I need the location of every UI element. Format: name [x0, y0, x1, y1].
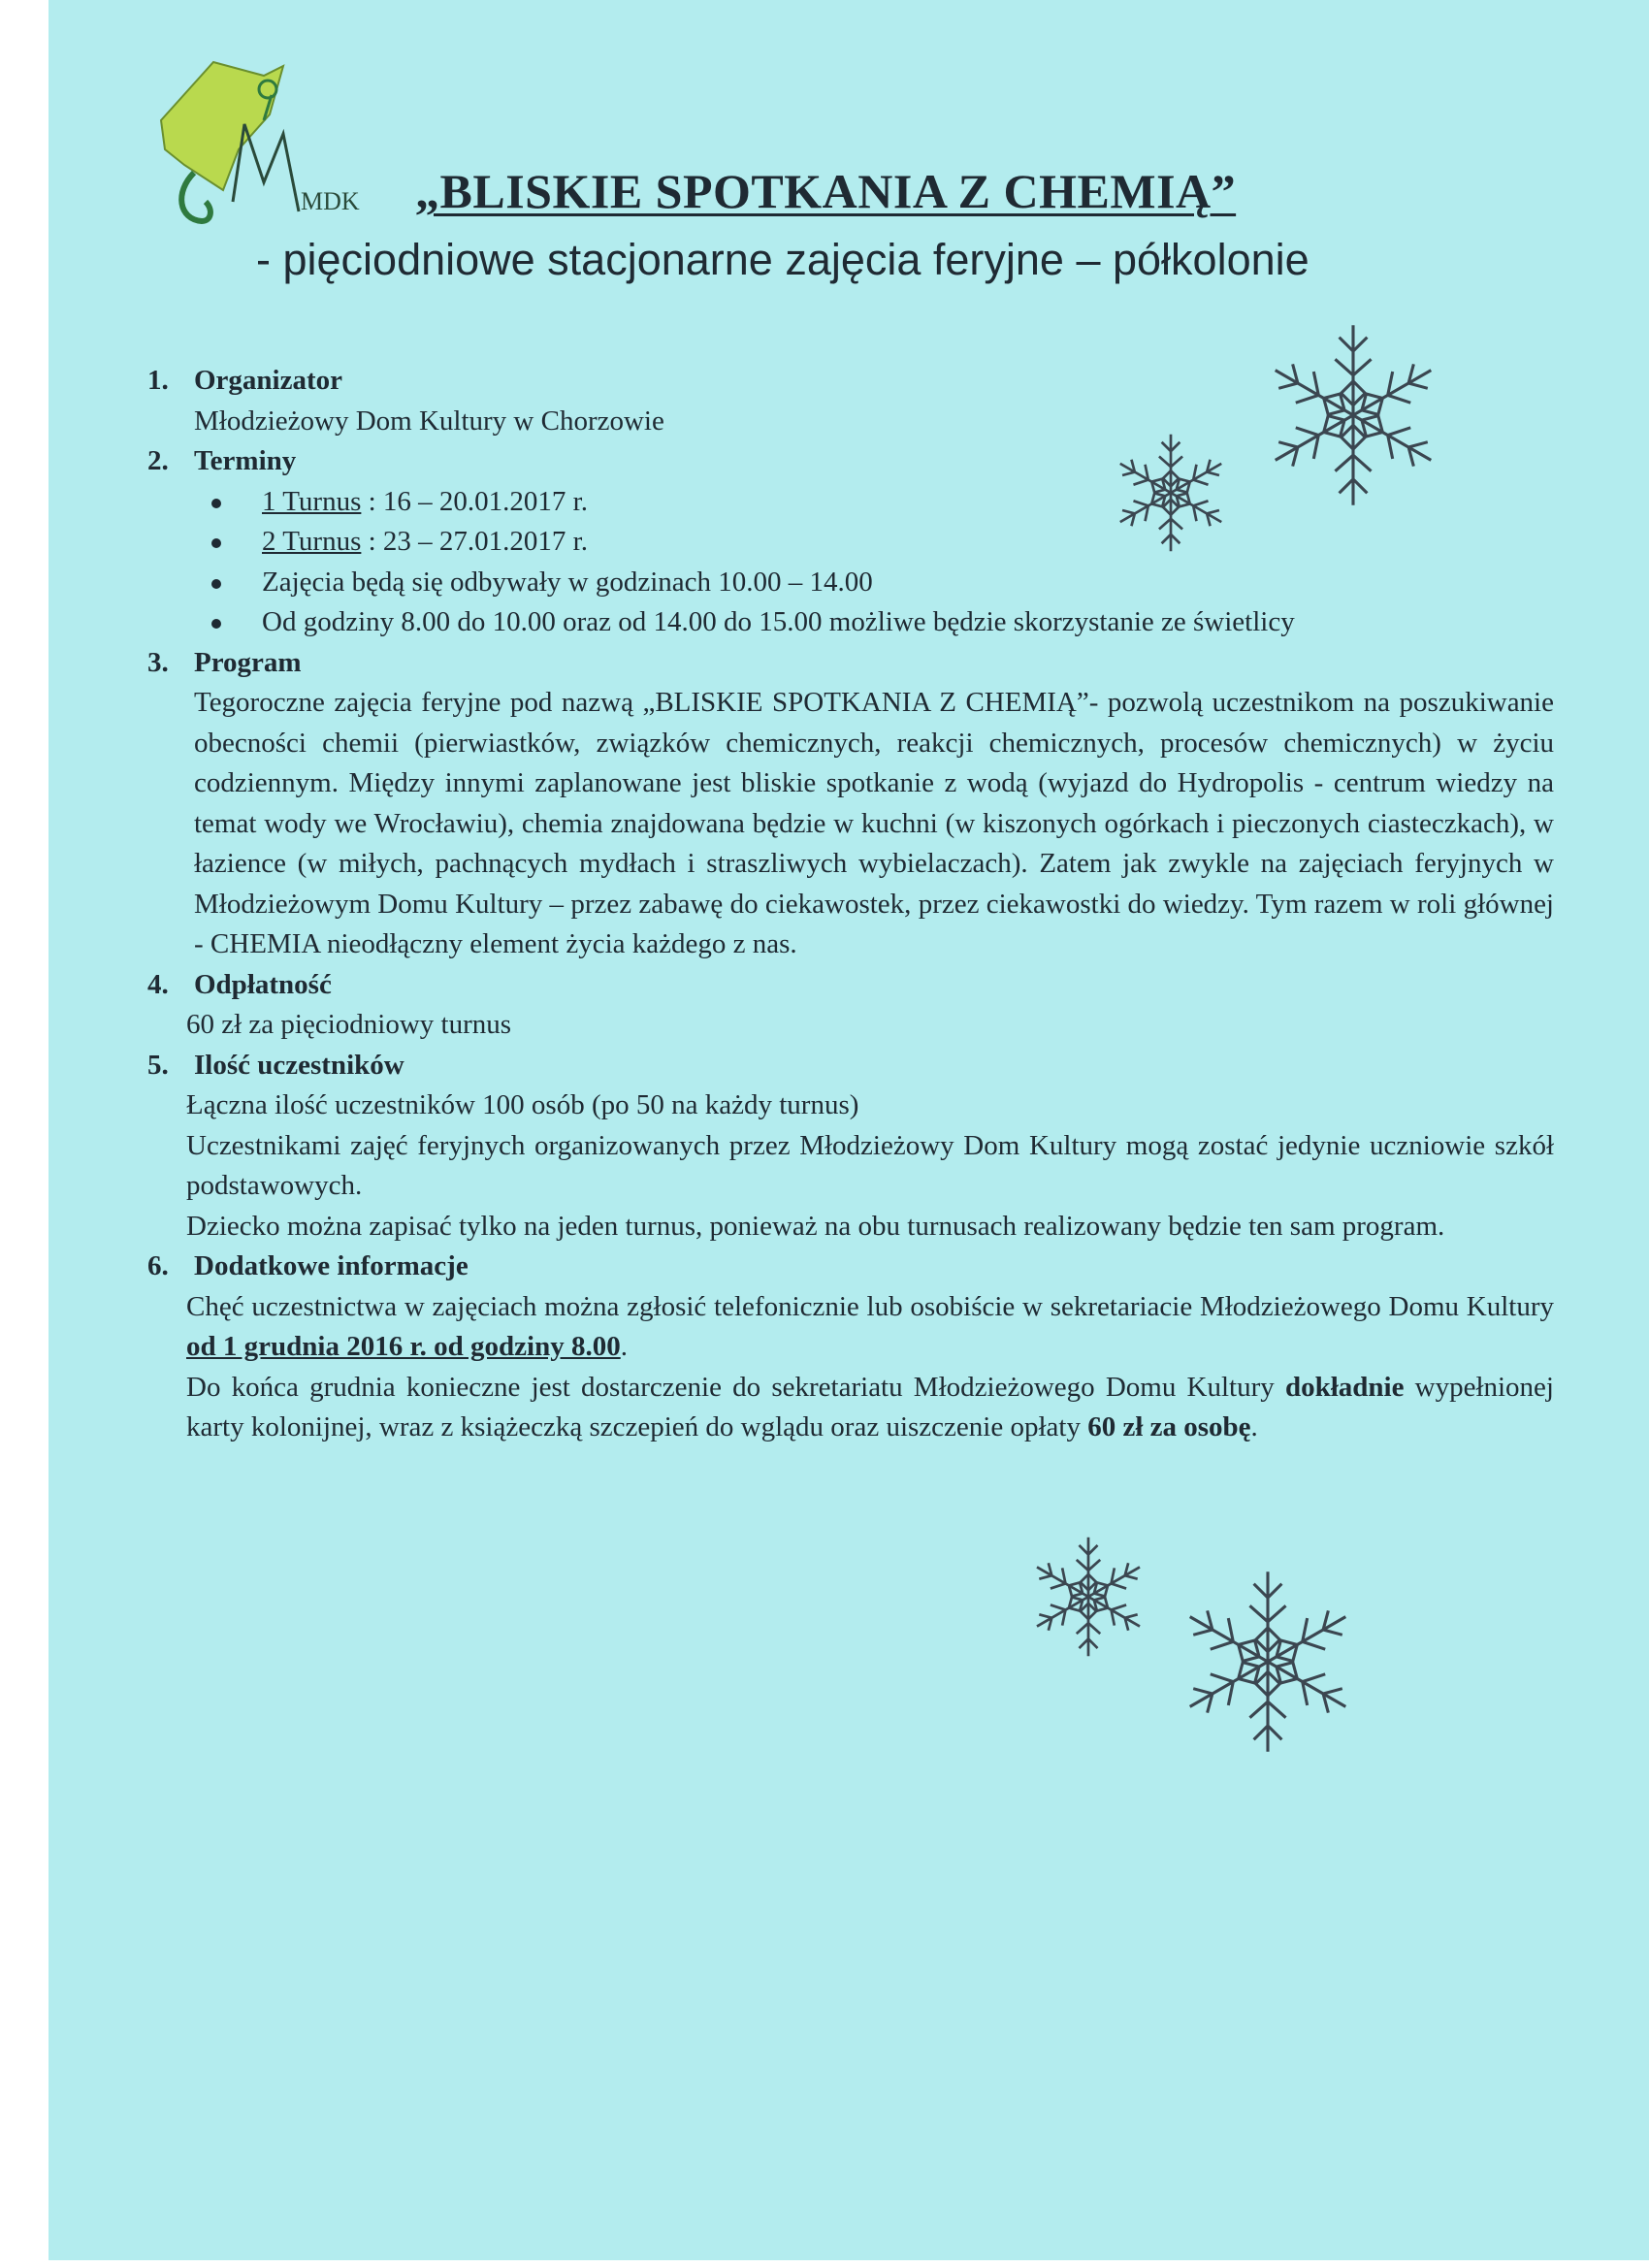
section-heading: [136, 1046, 1554, 1086]
logo-text: MDK: [301, 187, 360, 215]
section-title: Program: [194, 646, 302, 678]
section-text: Młodzieżowy Dom Kultury w Chorzowie: [194, 405, 664, 437]
section-heading: [136, 361, 1554, 402]
section-paragraph: [136, 1287, 1554, 1368]
section-title: Terminy: [194, 445, 297, 476]
document-body: [136, 361, 1554, 1448]
paragraph-text: wypełnionej karty kolonijnej, wraz z książeczką szczepień do wglądu oraz uiszczenie opłaty: [186, 1371, 1554, 1442]
section-paragraph: Dziecko można zapisać tylko na jeden turnus, ponieważ na obu turnusach realizowany będzie ten sam program.: [186, 1210, 1445, 1242]
section-heading: [136, 965, 1554, 1006]
paragraph-text: Do końca grudnia konieczne jest dostarczenie do sekretariatu Młodzieżowego Domu Kultury: [186, 1371, 1285, 1403]
list-item-text: Zajęcia będą się odbywały w godzinach 10.00 – 14.00: [262, 566, 873, 598]
section-number: 2.: [147, 445, 169, 476]
section-title: Dodatkowe informacje: [194, 1250, 469, 1281]
list-item: [136, 602, 1554, 643]
section-text: Tegoroczne zajęcia feryjne pod nazwą „BLISKIE SPOTKANIA Z CHEMIĄ”- pozwolą uczestnikom na poszukiwanie obecności chemii (pierwiastków, związków chemicznych, reakcji chemicznych, procesów chemicznych) w życiu codziennym. Między innymi zaplanowane jest bliskie spotkanie z wodą (wyjazd do Hydropolis - centrum wiedzy na temat wody we Wrocławiu), chemia znajdowana będzie w kuchni (w kiszonych ogórkach i pieczonych ciasteczkach), w łazience (w miłych, pachnących mydłach i straszliwych wybielaczach). Zatem jak zwykle na zajęciach feryjnych w Młodzieżowym Domu Kultury – przez zabawę do ciekawostek, przez ciekawostki do wiedzy. Tym razem w roli głównej - CHEMIA nieodłączny element życia każdego z nas.: [194, 687, 1554, 959]
list-item: [136, 522, 1554, 563]
page-title: „BLISKIE SPOTKANIA Z CHEMIĄ”: [415, 164, 1237, 218]
snowflake-icon: [1168, 1562, 1368, 1762]
section-number: 3.: [147, 646, 169, 678]
list-item: [136, 563, 1554, 603]
turnus-dates: : 16 – 20.01.2017 r.: [361, 485, 588, 517]
page-subtitle: - pięciodniowe stacjonarne zajęcia feryjne – półkolonie: [256, 235, 1310, 284]
section-text: 60 zł za pięciodniowy turnus: [186, 1009, 512, 1040]
section-number: 4.: [147, 968, 169, 1000]
section-heading: [136, 441, 1554, 482]
fee-amount: 60 zł za osobę: [1087, 1411, 1251, 1442]
section-paragraph: Łączna ilość uczestników 100 osób (po 50 na każdy turnus): [186, 1089, 859, 1120]
section-paragraph: Uczestnikami zajęć feryjnych organizowanych przez Młodzieżowy Dom Kultury mogą zostać jedynie uczniowie szkół podstawowych.: [186, 1129, 1554, 1201]
emphasis-text: dokładnie: [1284, 1371, 1405, 1403]
paragraph-end: .: [1250, 1411, 1258, 1442]
section-title: Organizator: [194, 365, 343, 396]
registration-date: od 1 grudnia 2016 r. od godziny 8.00: [186, 1331, 621, 1362]
section-title: Odpłatność: [194, 968, 332, 1000]
section-title: Ilość uczestników: [194, 1049, 404, 1081]
mdk-logo: [155, 56, 407, 231]
terms-list: [136, 482, 1554, 643]
turnus-label: 2 Turnus: [262, 526, 362, 557]
list-item-text: Od godziny 8.00 do 10.00 oraz od 14.00 do 15.00 możliwe będzie skorzystanie ze świetlicy: [262, 606, 1295, 637]
section-number: 1.: [147, 365, 169, 396]
turnus-label: 1 Turnus: [262, 485, 362, 517]
paragraph-end: .: [620, 1331, 628, 1362]
turnus-dates: : 23 – 27.01.2017 r.: [361, 526, 588, 557]
section-heading: [136, 1247, 1554, 1287]
section-heading: [136, 643, 1554, 684]
snowflake-icon: [1022, 1531, 1154, 1663]
paragraph-text: Chęć uczestnictwa w zajęciach można zgłosić telefonicznie lub osobiście w sekretariacie Młodzieżowego Domu Kultury: [186, 1290, 1554, 1322]
section-number: 5.: [147, 1049, 169, 1081]
section-number: 6.: [147, 1250, 169, 1281]
section-paragraph: [136, 1368, 1554, 1448]
list-item: [136, 482, 1554, 523]
